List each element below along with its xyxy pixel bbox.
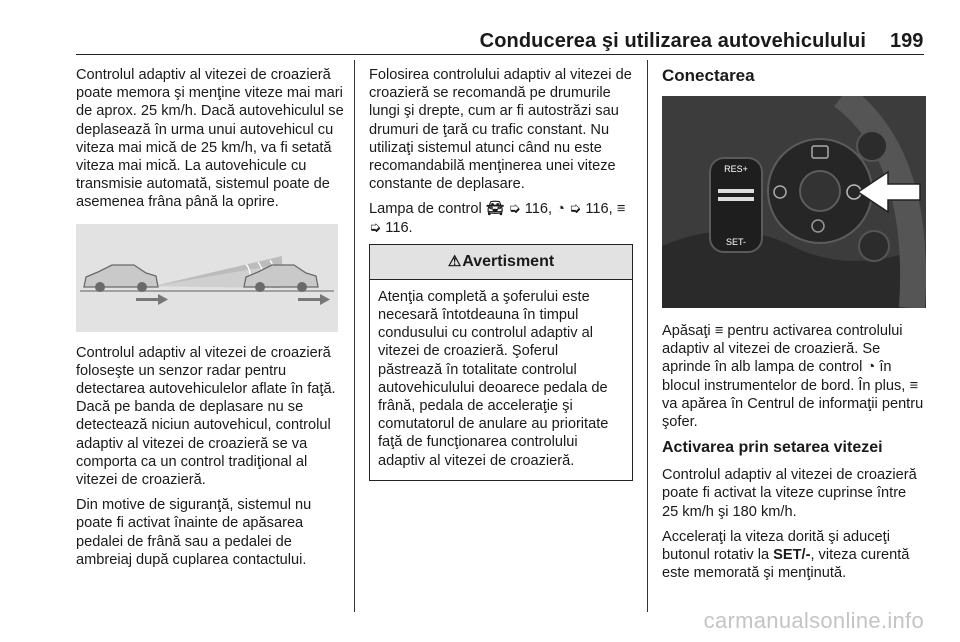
column-right [662, 66, 926, 589]
paragraph: Folosirea controlului adaptiv al vitezei de croazieră se recomandă pe drumurile lungi şi drepte, cum ar fi autostrăzi sau drumuri de ţară cu trafic constant. Nu utilizaţi sistemul atunci când nu este recomandabilă menţinerea unei viteze constante de deplasare. [369, 67, 632, 193]
paragraph: Controlul adaptiv al vitezei de croazieră poate fi activat la viteze cuprinse între 25 km/h şi 180 km/h. [662, 467, 917, 520]
set-control-label: SET/- [773, 547, 811, 564]
car-lamp-icon: 🚘︎ [485, 201, 505, 218]
section-heading: Conectarea [662, 66, 755, 85]
res-label: RES+ [724, 164, 748, 174]
ref-arrow-icon: ➭ [569, 201, 582, 218]
warning-header [370, 245, 632, 280]
page-ref: 116, [524, 201, 553, 218]
page-ref: 116, [585, 201, 613, 218]
paragraph: Apăsaţi ≡ pentru activarea controlului adaptiv al vitezei de croazieră. Se aprinde în alb lampa de control ◔ în blocul instrumentelor de bord. În plus, ≡ va apărea în Centrul de informaţii pentru şofer. [662, 323, 924, 431]
control-lamp-line: Lampa de control 🚘︎ ➭ 116, ◔ ➭ 116, ≡ ➭ 116. [369, 201, 626, 236]
column-divider [354, 60, 355, 612]
column-divider [647, 60, 648, 612]
warning-icon: ⚠ [447, 252, 462, 270]
watermark: carmanualsonline.info [703, 608, 924, 633]
paragraph: Controlul adaptiv al vitezei de croazieră foloseşte un senzor radar pentru detectarea autovehiculelor aflate în faţă. Dacă pe banda de deplasare nu se detectează niciun autovehicul, controlul adaptiv al vitezei de croazieră se va comporta ca un control tradiţional al vitezei de croazieră. [76, 344, 336, 489]
set-label: SET- [725, 237, 747, 247]
speedometer-icon: ◔ [866, 359, 876, 376]
subsection-heading: Activarea prin setarea vitezei [662, 439, 883, 457]
header-rule [76, 54, 924, 55]
steering-wheel-controls-image [662, 96, 926, 308]
speedometer-lamp-icon: ◔ [556, 201, 565, 218]
adaptive-cruise-lamp-icon: ≡ [616, 201, 626, 218]
radar-illustration [76, 224, 338, 332]
adaptive-cruise-icon: ≡ [714, 323, 724, 339]
page-number: 199 [890, 30, 924, 52]
column-middle [369, 66, 633, 481]
paragraph: Acceleraţi la viteza dorită şi aduceţi butonul rotativ la SET/-, viteza curentă este memorată şi menţinută. [662, 528, 910, 582]
adaptive-cruise-icon: ≡ [909, 377, 918, 394]
paragraph: Controlul adaptiv al vitezei de croazieră poate memora şi menţine viteze mai mari de aprox. 25 km/h. Dacă autovehiculul se deplasează în urma unui autovehicul cu viteza mai mică de 25 km/h, va fi setată viteza mai mică. La autovehicule cu transmisie automată, sistemul poate de asemenea frâna până la oprire. [76, 67, 344, 211]
ref-arrow-icon: ➭ [508, 201, 521, 218]
paragraph: Din motive de siguranţă, sistemul nu poate fi activat înainte de apăsarea pedalei de frână sau a pedalei de ambreiaj după cuplarea contactului. [76, 497, 312, 568]
warning-title: Avertisment [462, 252, 555, 270]
warning-box [369, 244, 633, 481]
warning-text: Atenţia completă a şoferului este necesară întotdeauna în timpul condusului cu controlul adaptiv al vitezei de croazieră. Şoferul păstrează în totalitate controlul autovehiculului deoarece pedala de frână, pedala de acceleraţie şi comutatorul de anulare au prioritate faţă de funcţionarea controlului adaptiv al vitezei de croazieră. [378, 288, 609, 469]
page-title: Conducerea şi utilizarea autovehiculului [479, 30, 866, 52]
column-left [76, 66, 344, 576]
ref-arrow-icon: ➭ [369, 219, 382, 236]
page-ref: 116. [385, 219, 413, 236]
